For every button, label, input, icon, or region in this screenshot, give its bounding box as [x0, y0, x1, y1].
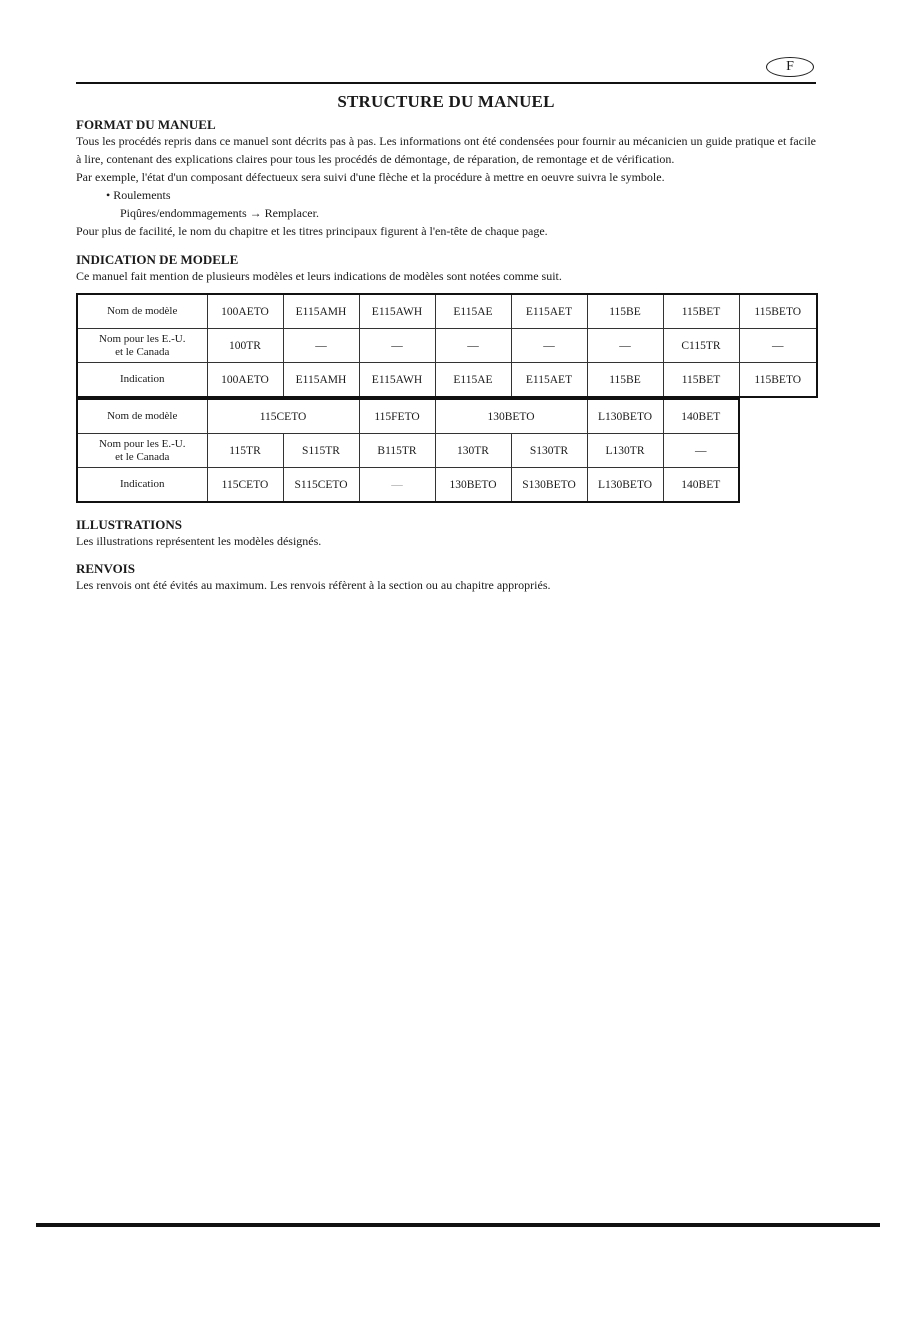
format-paragraph-1: Tous les procédés repris dans ce manuel sont décrits pas à pas. Les informations ont été condensées pour fournir au mécanicien un guide pratique et facile à lire, contenant des explications claires pour tous les procédés de démontage, de réparation, de remontage et de vérification.: [76, 134, 816, 166]
illustrations-heading: ILLUSTRATIONS: [76, 517, 182, 532]
indication-intro: Ce manuel fait mention de plusieurs modèles et leurs indications de modèles sont notées comme suit.: [76, 269, 562, 283]
model-table-1: [76, 293, 818, 398]
table-cell: —: [511, 329, 587, 363]
table-cell: 115FETO: [359, 399, 435, 434]
table-row: [77, 468, 739, 503]
table-row: [77, 329, 817, 363]
table-cell: L130TR: [587, 434, 663, 468]
format-paragraph-2: Par exemple, l'état d'un composant défectueux sera suivi d'une flèche et la procédure à mettre en oeuvre suivra le symbole.: [76, 170, 665, 184]
table-cell: 130BETO: [435, 399, 587, 434]
table-cell: L130BETO: [587, 399, 663, 434]
table-cell: S130TR: [511, 434, 587, 468]
table-cell: —: [663, 434, 739, 468]
table-row: [77, 294, 817, 329]
table-cell: 130BETO: [435, 468, 511, 503]
table-cell: E115AE: [435, 294, 511, 329]
format-paragraph-3: Pour plus de facilité, le nom du chapitre et les titres principaux figurent à l'en-tête de chaque page.: [76, 224, 548, 238]
row-label-model-name: Nom de modèle: [77, 399, 207, 434]
table-cell: —: [587, 329, 663, 363]
format-bullet: • Roulements: [106, 188, 171, 202]
table-cell: E115AWH: [359, 363, 435, 398]
table-cell: 115BETO: [739, 294, 817, 329]
indication-heading: INDICATION DE MODELE: [76, 252, 239, 267]
table-cell: E115AET: [511, 363, 587, 398]
table-cell: 115BE: [587, 294, 663, 329]
table-cell: 130TR: [435, 434, 511, 468]
row-label-us-canada: [77, 329, 207, 363]
table-cell: E115AMH: [283, 363, 359, 398]
row-label-indication: Indication: [77, 468, 207, 503]
table-row: [77, 363, 817, 398]
table-cell: —: [359, 468, 435, 503]
table-cell: —: [739, 329, 817, 363]
renvois-text: Les renvois ont été évités au maximum. Les renvois réfèrent à la section ou au chapitre appropriés.: [76, 578, 551, 592]
table-cell: 100AETO: [207, 294, 283, 329]
table-cell: E115AE: [435, 363, 511, 398]
row-label-us-canada-line2: et le Canada: [115, 345, 170, 358]
table-cell: 100TR: [207, 329, 283, 363]
footer-rule: [36, 1223, 880, 1227]
table-cell: —: [359, 329, 435, 363]
format-example: Piqûres/endommagements → Remplacer.: [120, 206, 319, 220]
table-cell: S115TR: [283, 434, 359, 468]
table-cell: L130BETO: [587, 468, 663, 503]
row-label-model-name: Nom de modèle: [77, 294, 207, 329]
table-cell: 140BET: [663, 399, 739, 434]
table-cell: E115AWH: [359, 294, 435, 329]
table-cell: S130BETO: [511, 468, 587, 503]
table-cell: 100AETO: [207, 363, 283, 398]
model-table-2: [76, 398, 740, 503]
table-cell: S115CETO: [283, 468, 359, 503]
table-cell: C115TR: [663, 329, 739, 363]
table-cell: 115BE: [587, 363, 663, 398]
row-label-indication: Indication: [77, 363, 207, 398]
row-label-us-canada-line1: Nom pour les E.-U.: [99, 332, 186, 345]
table-cell: 115CETO: [207, 468, 283, 503]
table-cell: 115BETO: [739, 363, 817, 398]
table-cell: 115BET: [663, 294, 739, 329]
table-cell: 115TR: [207, 434, 283, 468]
header-rule: [76, 82, 816, 84]
row-label-us-canada: [77, 434, 207, 468]
table-row: [77, 399, 739, 434]
row-label-us-canada-line1: Nom pour les E.-U.: [99, 437, 186, 450]
language-badge: F: [766, 57, 814, 77]
table-cell: E115AMH: [283, 294, 359, 329]
table-cell: 115BET: [663, 363, 739, 398]
table-cell: —: [435, 329, 511, 363]
table-cell: —: [283, 329, 359, 363]
row-label-us-canada-line2: et le Canada: [115, 450, 170, 463]
table-row: [77, 434, 739, 468]
table-cell: E115AET: [511, 294, 587, 329]
page-content: [76, 92, 816, 594]
renvois-heading: RENVOIS: [76, 561, 135, 576]
illustrations-text: Les illustrations représentent les modèles désignés.: [76, 534, 322, 548]
table-cell: 115CETO: [207, 399, 359, 434]
table-cell: B115TR: [359, 434, 435, 468]
table-cell: 140BET: [663, 468, 739, 503]
format-heading: FORMAT DU MANUEL: [76, 117, 216, 132]
page-title: STRUCTURE DU MANUEL: [337, 92, 555, 111]
